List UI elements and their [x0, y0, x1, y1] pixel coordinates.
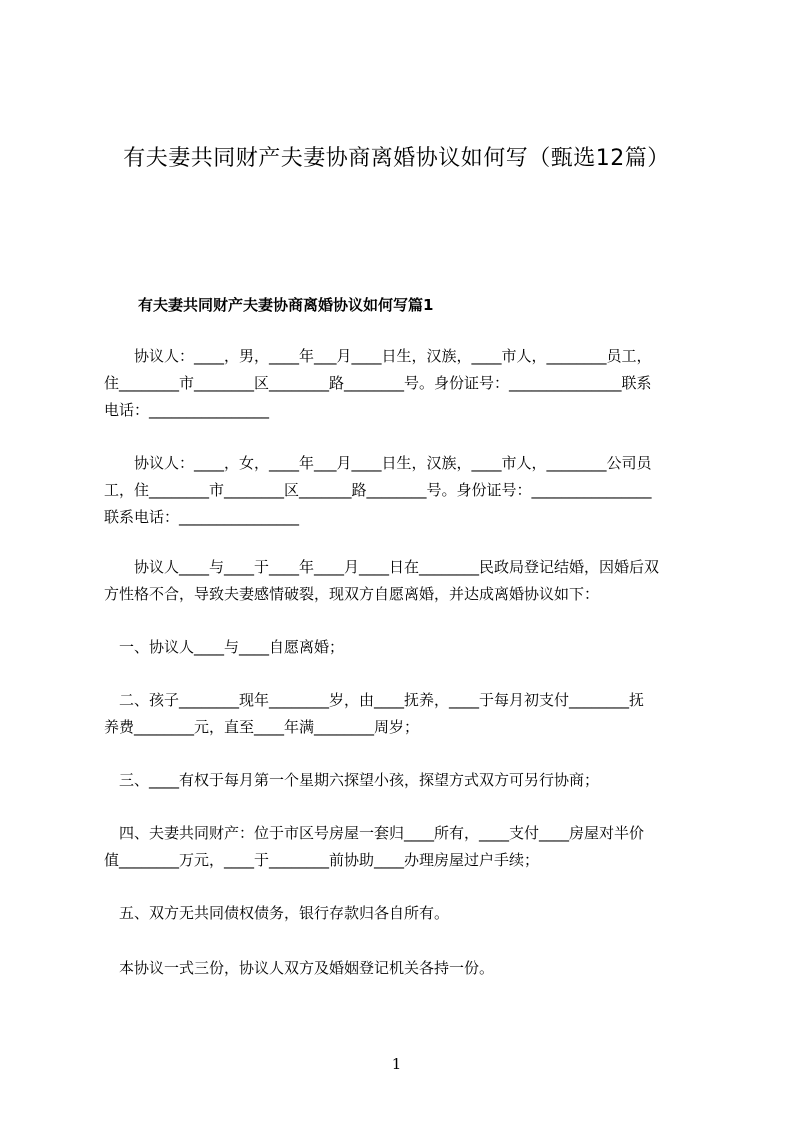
section-title: 有夫妻共同财产夫妻协商离婚协议如何写篇1 — [138, 296, 434, 314]
paragraph-marriage-info — [104, 554, 702, 608]
text-line: 五、双方无共同债权债务，银行存款归各自所有。 — [104, 904, 450, 922]
text-line: 电话：________________ — [104, 401, 270, 419]
text-line: 协议人____与____于____年____月____日在________民政局登记结婚，因婚后双 — [104, 558, 660, 576]
text-line: 工，住________市________区_______路________号。身份证号：________________ — [104, 481, 652, 499]
clause-5 — [104, 900, 702, 927]
paragraph-party-male — [104, 343, 702, 424]
paragraph-party-female — [104, 450, 702, 531]
text-line: 住________市________区________路________号。身份证号：_______________联系 — [104, 374, 652, 392]
text-line: 本协议一式三份，协议人双方及婚姻登记机关各持一份。 — [104, 959, 495, 977]
text-line: 联系电话：________________ — [104, 508, 300, 526]
text-line: 协议人：____，女，____年___月____日生，汉族，____市人，________公司员 — [104, 454, 652, 472]
text-line: 一、协议人____与____自愿离婚； — [104, 638, 345, 656]
clause-4 — [104, 820, 702, 874]
text-line: 四、夫妻共同财产：位于市区号房屋一套归____所有，____支付____房屋对半价 — [104, 824, 645, 842]
clause-2 — [104, 687, 702, 741]
text-line: 协议人：____，男，____年___月____日生，汉族，____市人，________员工， — [104, 347, 652, 365]
closing-statement — [104, 955, 702, 982]
text-line: 养费________元，直至____年满________周岁； — [104, 718, 420, 736]
text-line: 值________万元，____于________前协助____办理房屋过户手续； — [104, 851, 540, 869]
clause-1 — [104, 634, 702, 661]
text-line: 方性格不合，导致夫妻感情破裂，现双方自愿离婚，并达成离婚协议如下： — [104, 585, 600, 603]
text-line: 二、孩子________现年________岁，由____抚养，____于每月初支付________抚 — [104, 691, 645, 709]
clause-3 — [104, 767, 702, 794]
page-number: 1 — [391, 1055, 402, 1073]
text-line: 三、____有权于每月第一个星期六探望小孩，探望方式双方可另行协商； — [104, 771, 600, 789]
document-title: 有夫妻共同财产夫妻协商离婚协议如何写（甄选12篇） — [123, 146, 670, 171]
